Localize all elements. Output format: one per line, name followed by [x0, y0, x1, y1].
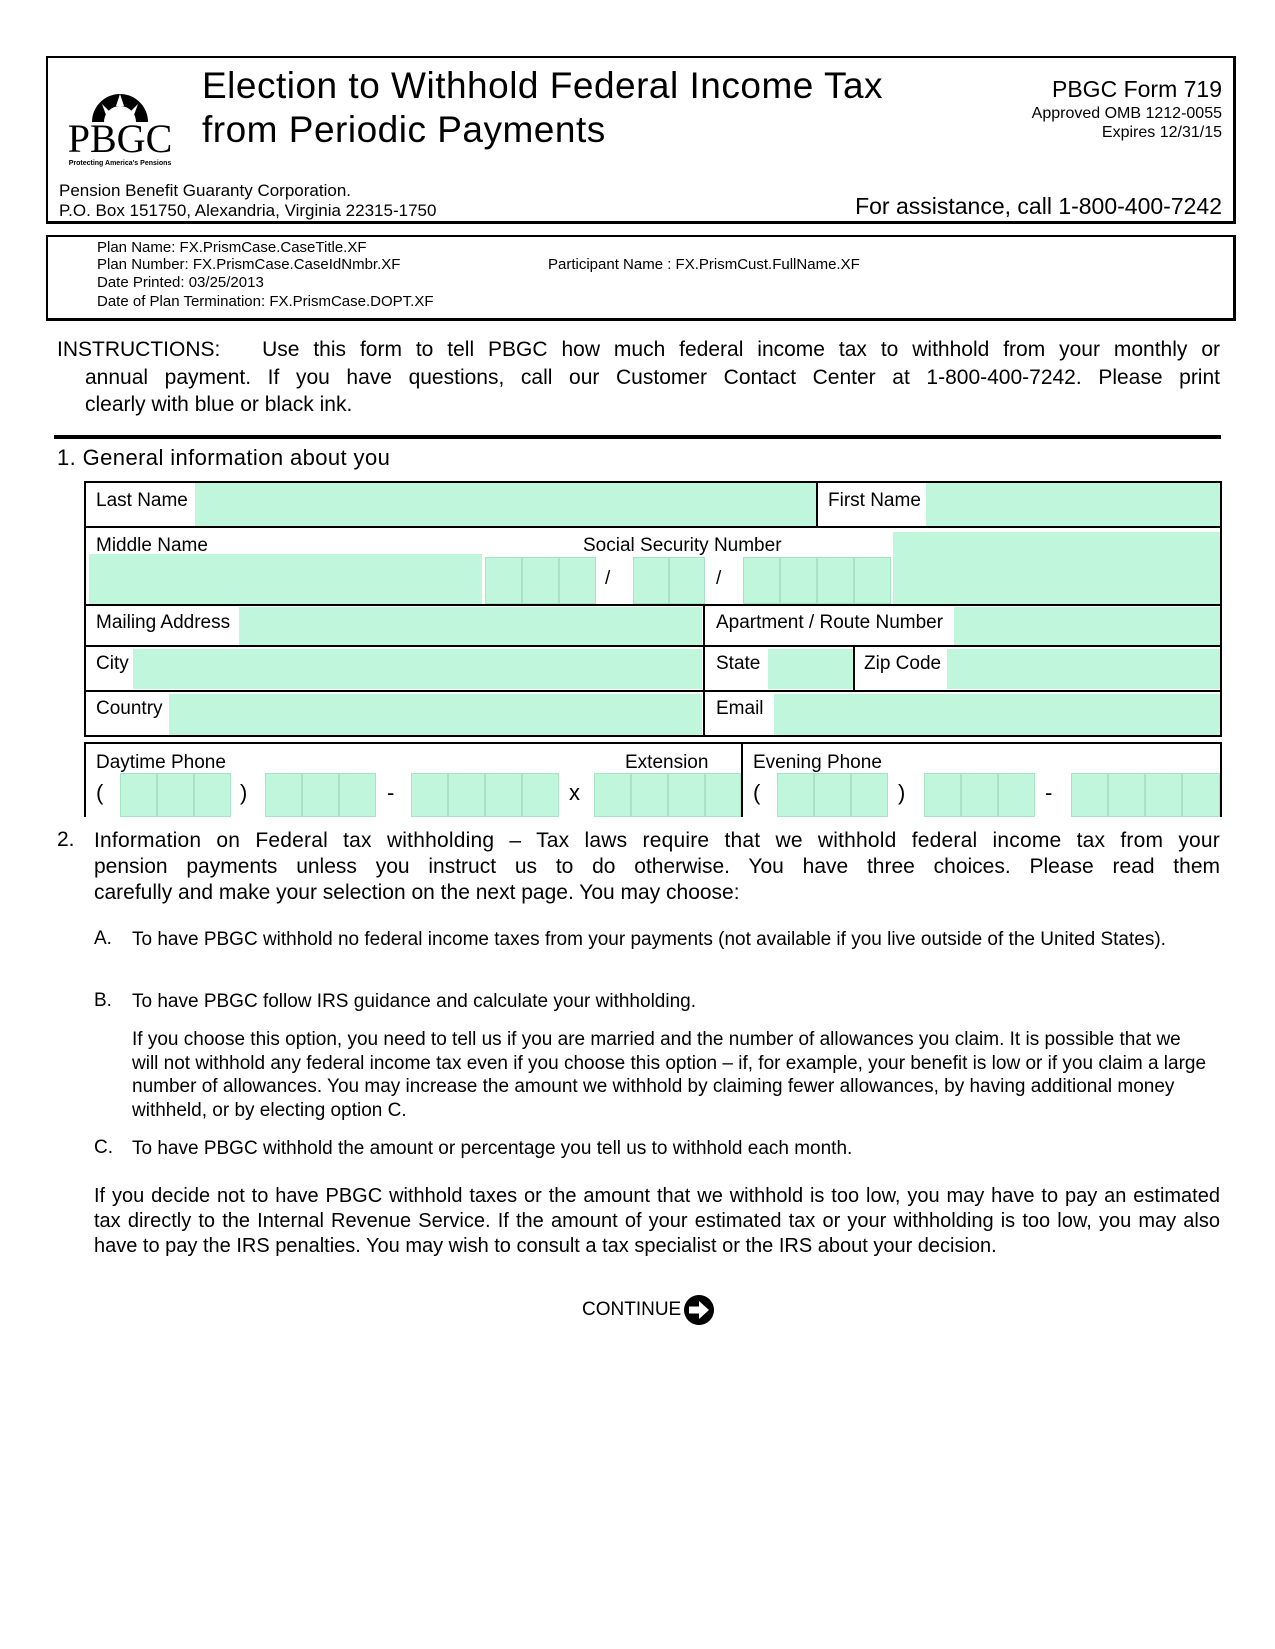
extension-digit-1[interactable] — [594, 773, 631, 817]
apartment-input[interactable] — [954, 607, 1220, 645]
ssn-digit-4[interactable] — [633, 557, 669, 604]
pbgc-logo — [60, 84, 180, 168]
daytime-dash: - — [387, 780, 395, 805]
mailing-address-label: Mailing Address — [96, 612, 231, 633]
option-a-text: To have PBGC withhold no federal income taxes from your payments (not available if you live outside of the United States). — [132, 929, 1166, 950]
evening-line-digit-1[interactable] — [1071, 773, 1108, 817]
org-name: Pension Benefit Guaranty Corporation. — [59, 181, 352, 200]
daytime-line-digit-3[interactable] — [485, 773, 522, 817]
first-name-label: First Name — [828, 490, 921, 511]
instructions-line2: annual payment. If you have questions, call our Customer Contact Center at 1-800-400-7242. Please print — [85, 365, 1220, 389]
country-label: Country — [96, 698, 163, 719]
daytime-phone-label: Daytime Phone — [96, 752, 226, 773]
option-b-detail: If you choose this option, you need to tell us if you are married and the number of allowances you claim. It is possible that we will not withhold any federal income tax even if you choose this option – if, for example, your benefit is low or if you claim a large number of allowances. You may increase the amount we withhold by claiming fewer allowances, by having additional money withheld, or by electing option C. — [132, 1029, 1207, 1121]
form-title — [202, 64, 883, 152]
date-printed: Date Printed: 03/25/2013 — [97, 274, 264, 291]
daytime-area-digit-2[interactable] — [157, 773, 194, 817]
form-title-line2: from Periodic Payments — [202, 109, 606, 150]
section2-intro-line2: pension payments unless you instruct us to do otherwise. You have three choices. Please read them — [94, 855, 1220, 878]
daytime-open-paren: ( — [96, 780, 104, 805]
evening-area-digit-3[interactable] — [851, 773, 888, 817]
section-divider — [54, 435, 1221, 439]
evening-close-paren: ) — [898, 780, 906, 805]
evening-dash: - — [1045, 780, 1053, 805]
continue-indicator — [582, 1295, 715, 1325]
city-input[interactable] — [133, 649, 702, 689]
expiration-date: Expires 12/31/15 — [1101, 124, 1222, 141]
ssn-digit-2[interactable] — [522, 557, 559, 604]
state-label: State — [716, 653, 761, 674]
middle-name-label: Middle Name — [96, 535, 208, 556]
daytime-prefix-digit-2[interactable] — [302, 773, 339, 817]
daytime-area-digit-1[interactable] — [120, 773, 157, 817]
instructions-label: INSTRUCTIONS: — [57, 338, 221, 361]
ssn-digit-3[interactable] — [559, 557, 596, 604]
plan-termination-date: Date of Plan Termination: FX.PrismCase.DOPT.XF — [97, 293, 434, 310]
ssn-separator-2: / — [716, 568, 722, 589]
section2-number: 2. — [57, 828, 75, 851]
participant-name: Participant Name : FX.PrismCust.FullName.XF — [548, 256, 860, 273]
arrow-right-icon — [683, 1294, 715, 1326]
daytime-prefix-digit-3[interactable] — [339, 773, 376, 817]
email-label: Email — [716, 698, 764, 719]
logo-text: PBGC — [67, 116, 173, 161]
last-name-label: Last Name — [96, 490, 188, 511]
extension-digit-2[interactable] — [631, 773, 668, 817]
continue-label: CONTINUE — [582, 1299, 682, 1320]
closing-paragraph: If you decide not to have PBGC withhold taxes or the amount that we withhold is too low, you may have to pay an estimated tax directly to the Internal Revenue Service. If the amount of your estimated tax or your withholding is too low, you may also have to pay the IRS penalties. You may wish to consult a tax specialist or the IRS about your decision. — [94, 1185, 1220, 1257]
ssn-separator-1: / — [605, 568, 611, 589]
logo-tagline: Protecting America's Pensions — [68, 160, 172, 167]
daytime-close-paren: ) — [240, 780, 248, 805]
ssn-digit-5[interactable] — [669, 557, 705, 604]
section2-intro-line1: Information on Federal tax withholding – Tax laws require that we withhold federal income tax from your — [94, 829, 1220, 852]
evening-phone-label: Evening Phone — [753, 752, 882, 773]
extension-digit-3[interactable] — [668, 773, 705, 817]
daytime-area-digit-3[interactable] — [194, 773, 231, 817]
extension-label: Extension — [625, 752, 709, 773]
section2-intro-line3: carefully and make your selection on the next page. You may choose: — [94, 881, 740, 904]
option-a-letter: A. — [94, 928, 112, 949]
option-b-text: To have PBGC follow IRS guidance and calculate your withholding. — [132, 991, 696, 1012]
ssn-digit-9[interactable] — [854, 557, 891, 604]
instructions-line3: clearly with blue or black ink. — [85, 393, 353, 416]
option-c-letter: C. — [94, 1137, 113, 1158]
section1-heading: 1. General information about you — [57, 445, 391, 470]
middle-name-input[interactable] — [89, 554, 482, 604]
ssn-digit-6[interactable] — [743, 557, 780, 604]
ssn-extra-field[interactable] — [893, 532, 1220, 604]
zip-code-input[interactable] — [947, 649, 1220, 689]
form-title-line1: Election to Withhold Federal Income Tax — [202, 65, 884, 106]
option-c-text: To have PBGC withhold the amount or percentage you tell us to withhold each month. — [132, 1138, 853, 1159]
assistance-phone: For assistance, call 1-800-400-7242 — [855, 193, 1222, 219]
state-input[interactable] — [768, 649, 853, 689]
instructions-line1: Use this form to tell PBGC how much federal income tax to withhold from your monthly or — [262, 338, 1220, 361]
evening-line-digit-2[interactable] — [1108, 773, 1145, 817]
evening-area-digit-1[interactable] — [777, 773, 814, 817]
ssn-label: Social Security Number — [583, 535, 782, 556]
apartment-label: Apartment / Route Number — [716, 612, 944, 633]
evening-prefix-digit-3[interactable] — [998, 773, 1035, 817]
org-address: P.O. Box 151750, Alexandria, Virginia 22315-1750 — [59, 201, 437, 220]
daytime-line-digit-2[interactable] — [448, 773, 485, 817]
evening-line-digit-4[interactable] — [1182, 773, 1220, 817]
ssn-digit-1[interactable] — [485, 557, 522, 604]
plan-name: Plan Name: FX.PrismCase.CaseTitle.XF — [97, 239, 367, 256]
evening-prefix-digit-2[interactable] — [961, 773, 998, 817]
first-name-input[interactable] — [926, 483, 1220, 526]
country-input[interactable] — [169, 694, 702, 736]
city-label: City — [96, 653, 129, 674]
daytime-line-digit-1[interactable] — [411, 773, 448, 817]
evening-prefix-digit-1[interactable] — [924, 773, 961, 817]
mailing-address-input[interactable] — [239, 607, 702, 645]
daytime-line-digit-4[interactable] — [522, 773, 559, 817]
option-b-letter: B. — [94, 990, 112, 1011]
evening-area-digit-2[interactable] — [814, 773, 851, 817]
email-input[interactable] — [774, 694, 1220, 736]
daytime-prefix-digit-1[interactable] — [265, 773, 302, 817]
ssn-digit-7[interactable] — [780, 557, 817, 604]
zip-code-label: Zip Code — [864, 653, 942, 674]
instructions — [57, 336, 1220, 419]
last-name-input[interactable] — [195, 483, 817, 526]
plan-number: Plan Number: FX.PrismCase.CaseIdNmbr.XF — [97, 256, 401, 273]
extension-digit-4[interactable] — [705, 773, 741, 817]
evening-open-paren: ( — [753, 780, 761, 805]
form-number: PBGC Form 719 — [1052, 76, 1222, 102]
section2-intro — [94, 828, 1220, 906]
ssn-digit-8[interactable] — [817, 557, 854, 604]
extension-x: x — [569, 780, 580, 805]
omb-number: Approved OMB 1212-0055 — [1031, 105, 1222, 122]
evening-line-digit-3[interactable] — [1145, 773, 1182, 817]
